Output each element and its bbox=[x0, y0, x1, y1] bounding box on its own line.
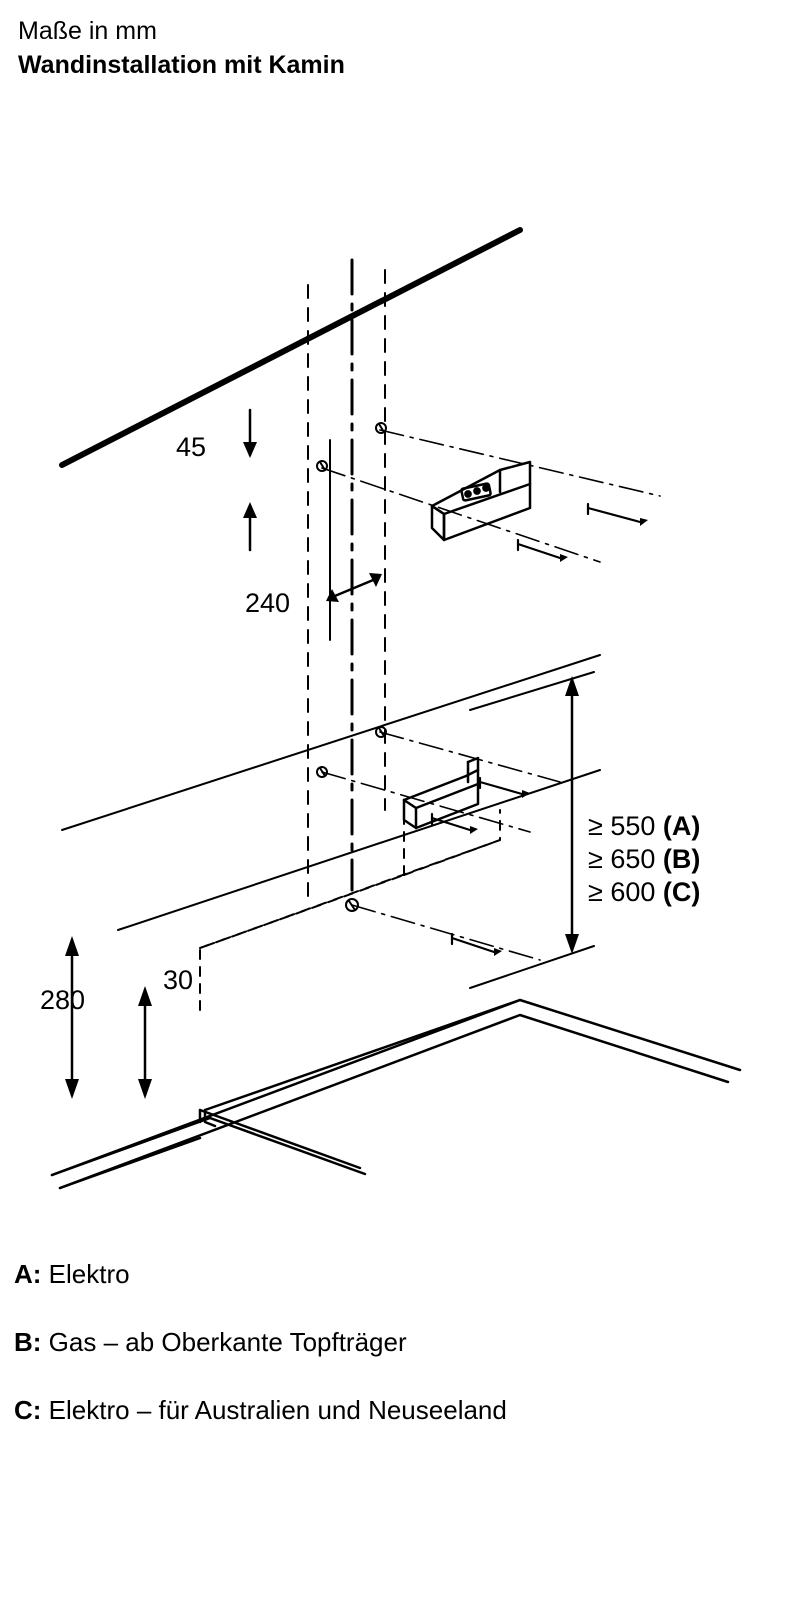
clearance-variant: (B) bbox=[662, 844, 701, 874]
wall-lower-edge bbox=[62, 655, 600, 830]
legend-text-c: Elektro – für Australien und Neuseeland bbox=[48, 1395, 507, 1425]
clearance-value: ≥ 550 bbox=[588, 811, 656, 841]
clearance-variant: (C) bbox=[662, 877, 701, 907]
dimension-label-45: 45 bbox=[176, 432, 207, 462]
page-header bbox=[18, 14, 778, 82]
wall-top-edge bbox=[62, 230, 520, 465]
legend bbox=[14, 1258, 794, 1462]
dim-30-arrow-up bbox=[138, 986, 152, 1006]
legend-key-a: A: bbox=[14, 1259, 42, 1289]
page-title: Wandinstallation mit Kamin bbox=[18, 51, 345, 79]
dimension-label-280: 280 bbox=[40, 985, 86, 1015]
dim-280-arrow-up bbox=[65, 936, 79, 956]
screw-upper-long bbox=[588, 504, 648, 526]
installation-diagram bbox=[0, 110, 800, 1230]
dim-280-arrow-down bbox=[65, 1079, 79, 1099]
legend-item-b bbox=[14, 1326, 794, 1358]
units-note: Maße in mm bbox=[18, 17, 157, 45]
dimension-label-30: 30 bbox=[163, 965, 194, 995]
dim-30-arrow-down bbox=[138, 1079, 152, 1099]
legend-item-a bbox=[14, 1258, 794, 1290]
clearance-row bbox=[588, 843, 700, 876]
diagram-svg bbox=[0, 110, 800, 1230]
dim-240-arrow-up bbox=[243, 502, 257, 518]
dimension-label-240: 240 bbox=[245, 588, 291, 618]
dim-240-span bbox=[330, 578, 378, 598]
clearance-row bbox=[588, 876, 700, 909]
clearance-variant: (A) bbox=[662, 811, 701, 841]
screw-upper-short bbox=[518, 540, 568, 562]
lower-wall-bracket bbox=[404, 758, 478, 828]
clearance-bottom-extension bbox=[470, 946, 594, 988]
legend-key-c: C: bbox=[14, 1395, 42, 1425]
legend-key-b: B: bbox=[14, 1327, 42, 1357]
legend-item-c bbox=[14, 1394, 794, 1426]
clearance-labels bbox=[588, 810, 700, 909]
clearance-value: ≥ 600 bbox=[588, 877, 656, 907]
legend-text-b: Gas – ab Oberkante Topfträger bbox=[48, 1327, 407, 1357]
screw-axis-lower-3 bbox=[352, 905, 540, 960]
clearance-value: ≥ 650 bbox=[588, 844, 656, 874]
clearance-row bbox=[588, 810, 700, 843]
cooktop-outline bbox=[52, 1000, 740, 1188]
screw-lower-3 bbox=[452, 934, 502, 956]
upper-wall-bracket bbox=[432, 462, 530, 540]
screw-lower-1 bbox=[480, 778, 530, 798]
dim-45-arrow bbox=[243, 442, 257, 458]
screw-axis-upper-2 bbox=[322, 468, 600, 562]
legend-text-a: Elektro bbox=[48, 1259, 130, 1289]
screw-axis-upper-1 bbox=[380, 430, 660, 496]
